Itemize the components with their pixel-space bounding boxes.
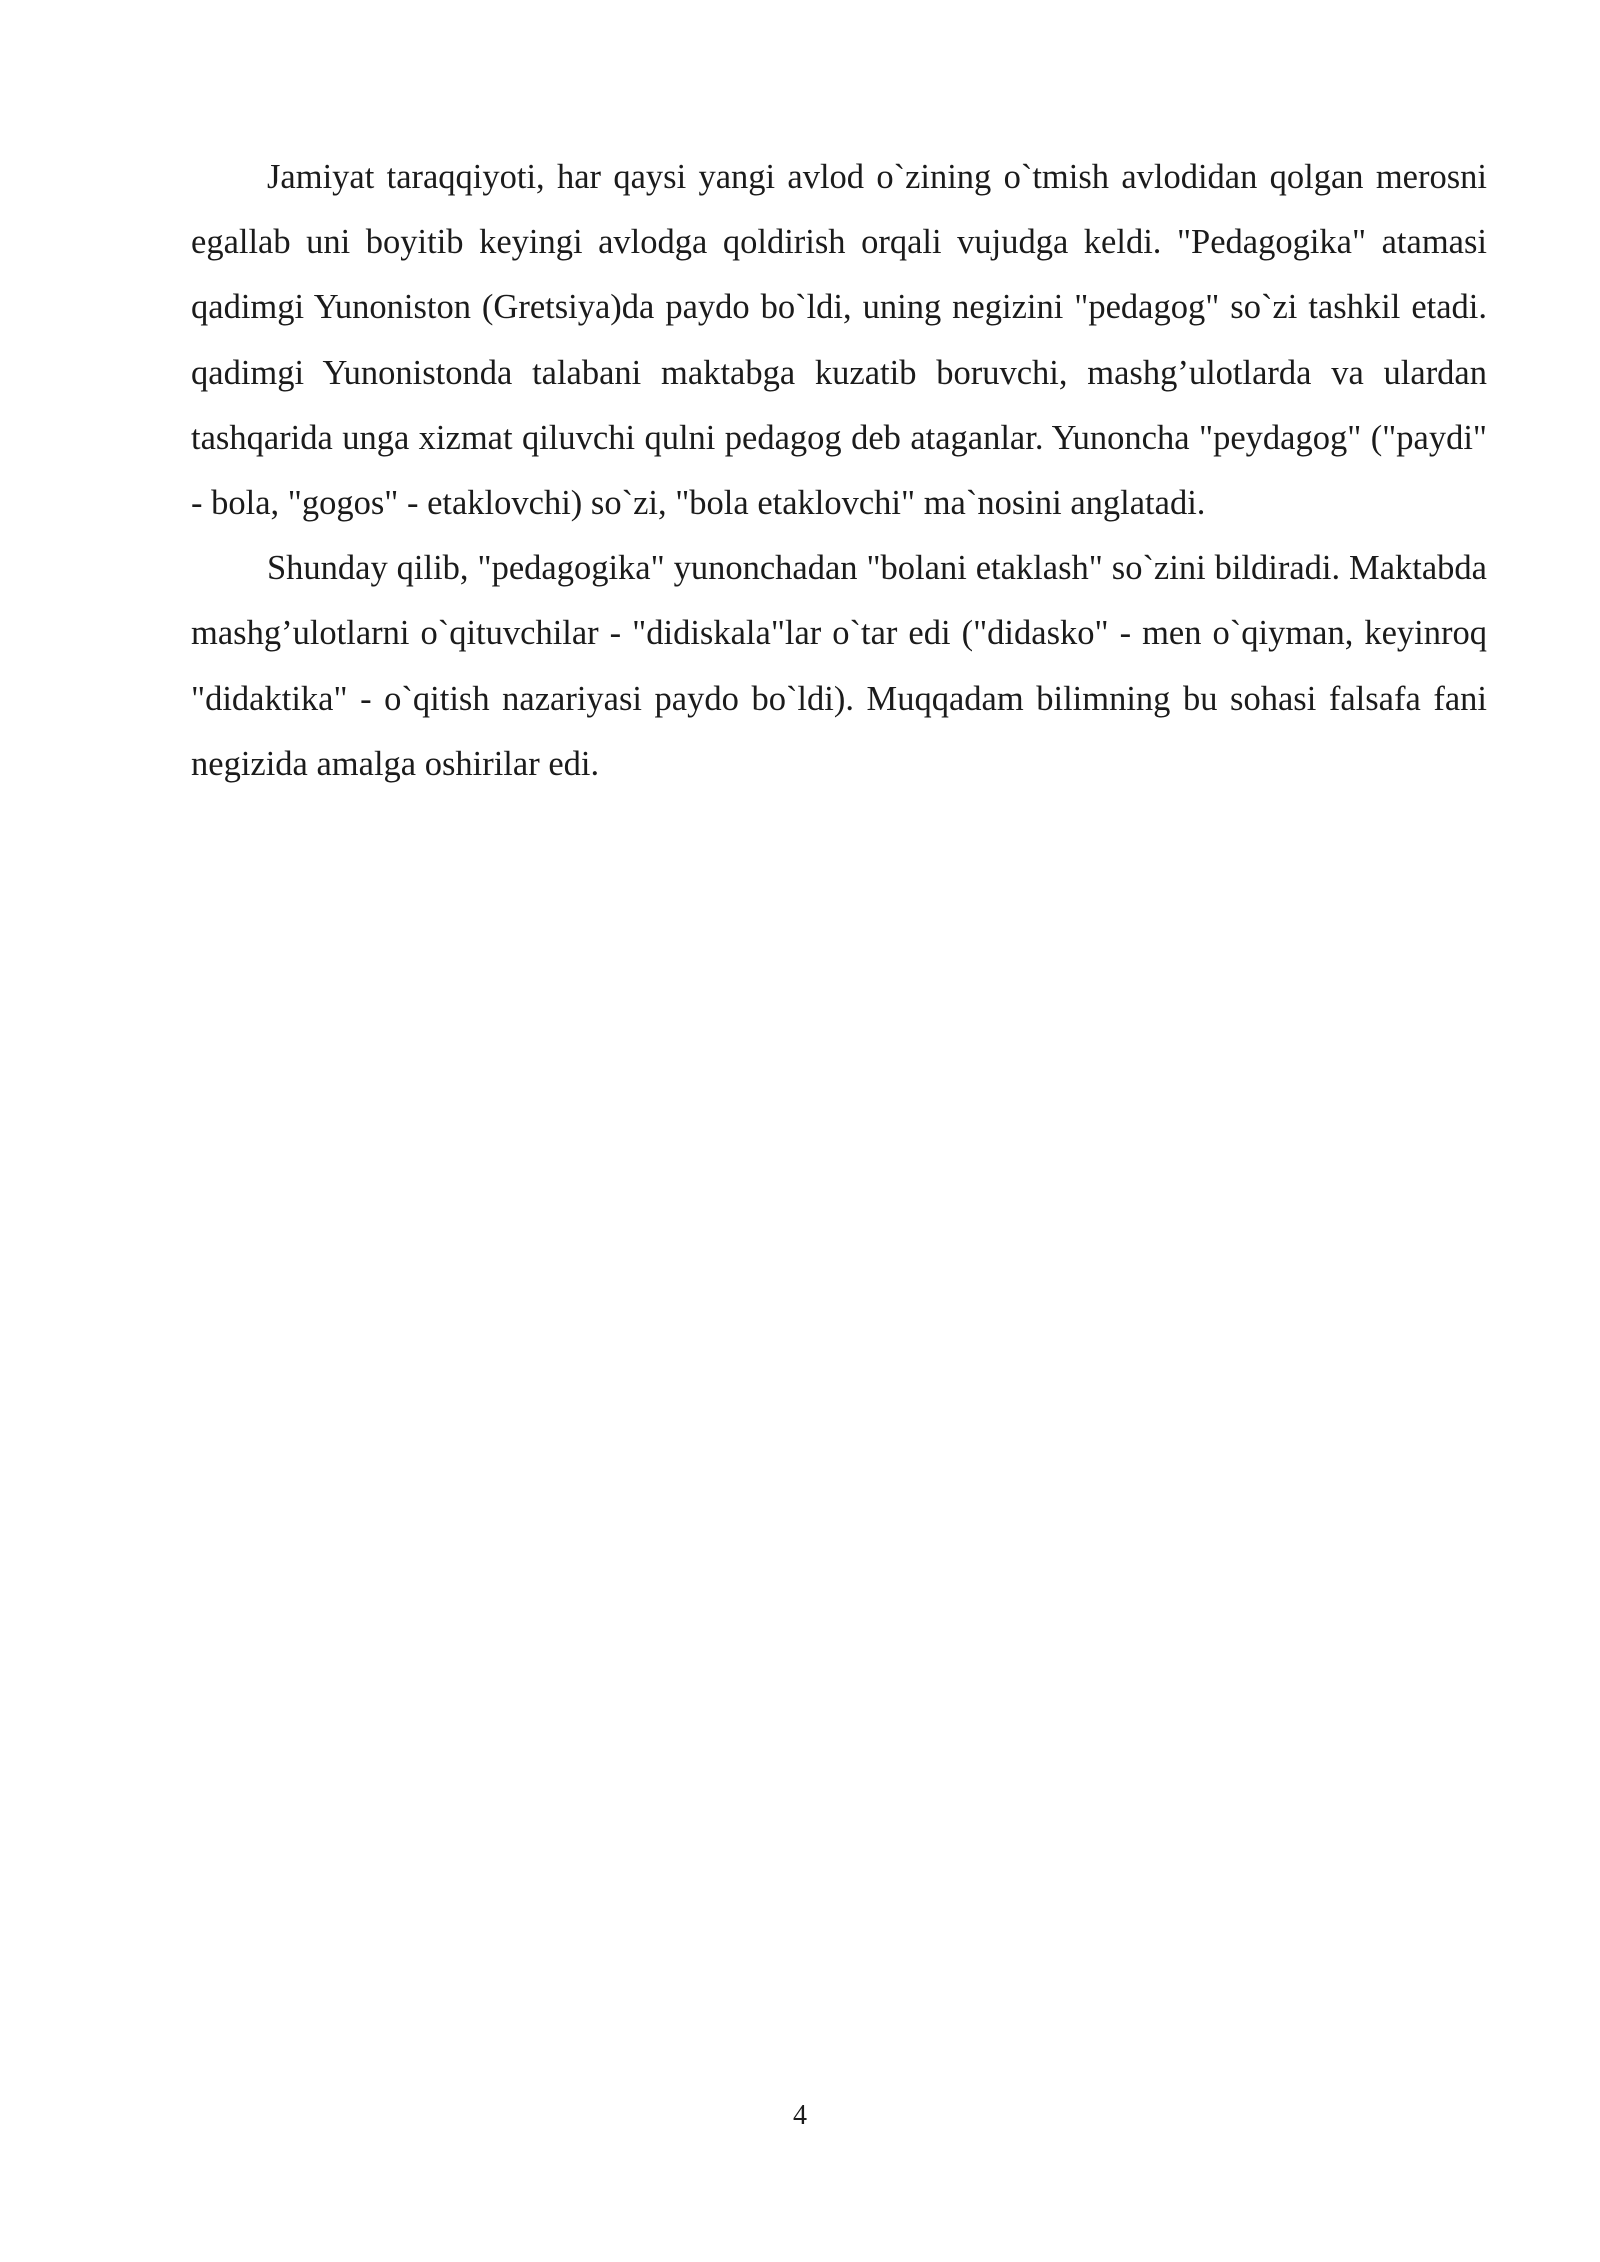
body-text (191, 145, 1487, 797)
page-number: 4 (793, 2100, 807, 2131)
paragraph-1: Jamiyat taraqqiyoti, har qaysi yangi avlod o`zining o`tmish avlodidan qolgan merosni egallab uni boyitib keyingi avlodga qoldirish orqali vujudga keldi. "Pedagogika" atamasi qadimgi Yunoniston (Gretsiya)da paydo bo`ldi, uning negizini "pedagog" so`zi tashkil etadi. qadimgi Yunonistonda talabani maktabga kuzatib boruvchi, mashg’ulotlarda va ulardan tashqarida unga xizmat qiluvchi qulni pedagog deb ataganlar. Yunoncha "peydagog" ("paydi" - bola, "gogos" - etaklovchi) so`zi, "bola etaklovchi" ma`nosini anglatadi. (191, 158, 1487, 523)
paragraph-2: Shunday qilib, "pedagogika" yunonchadan "bolani etaklash" so`zini bildiradi. Maktabda mashg’ulotlarni o`qituvchilar - "didiskala"lar o`tar edi ("didasko" - men o`qiyman, keyinroq "didaktika" - o`qitish nazariyasi paydo bo`ldi). Muqqadam bilimning bu sohasi falsafa fani negizida amalga oshirilar edi. (191, 549, 1487, 783)
